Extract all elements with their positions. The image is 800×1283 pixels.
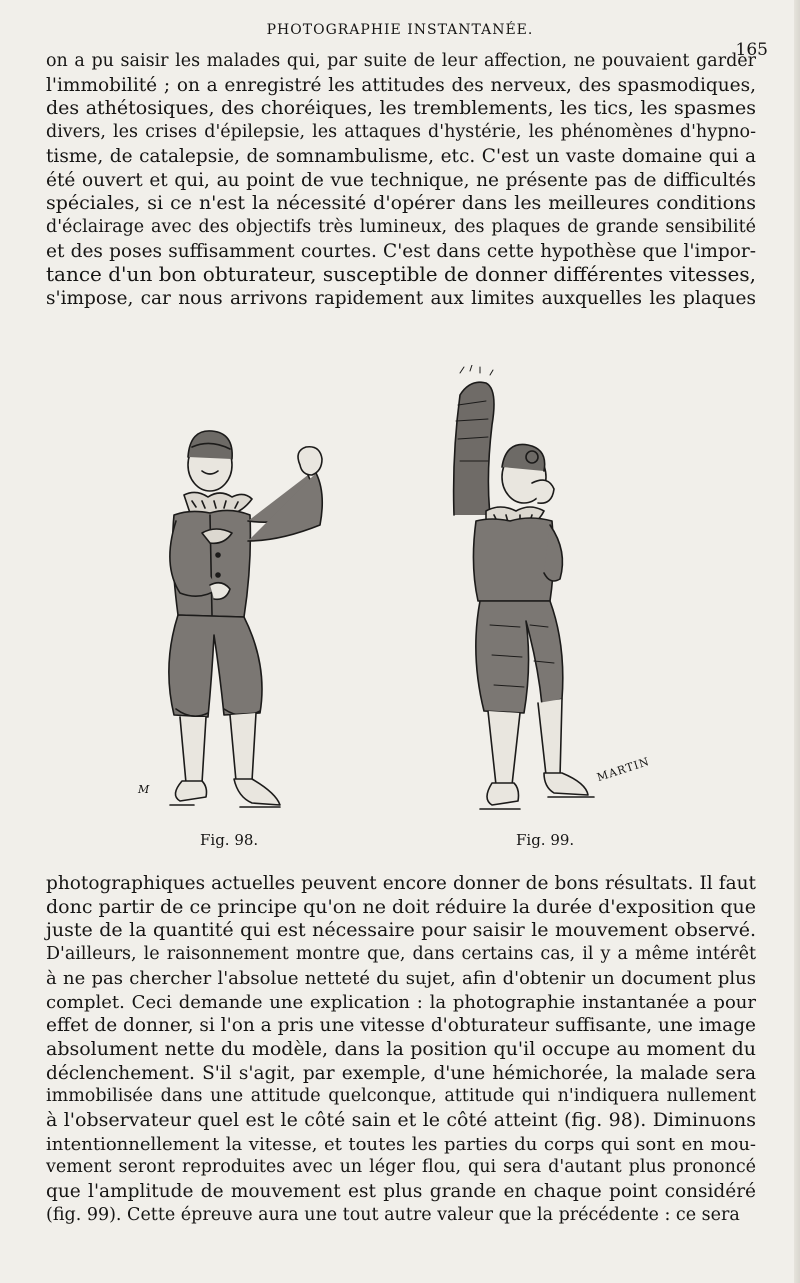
figure-99-illustration	[420, 365, 690, 825]
text-line: on a pu saisir les malades qui, par suite de leur affection, ne pouvaient garder	[46, 51, 756, 71]
text-line: absolument nette du modèle, dans la position qu'il occupe au moment du	[46, 1037, 756, 1060]
text-line: divers, les crises d'épilepsie, les attaques d'hystérie, les phénomènes d'hypno-	[46, 122, 756, 143]
text-line: donc partir de ce principe qu'on ne doit réduire la durée d'exposition que	[46, 895, 756, 918]
text-line: spéciales, si ce n'est la nécessité d'opérer dans les meilleures conditions	[46, 192, 756, 215]
figure-98	[140, 365, 340, 855]
paragraph-bottom	[46, 872, 756, 1228]
text-line: vement seront reproduites avec un léger flou, qui sera d'autant plus prononcé	[46, 1157, 756, 1178]
artist-signature: M	[138, 783, 150, 796]
figure-98-illustration	[140, 365, 340, 825]
text-line: immobilisée dans une attitude quelconque, attitude qui n'indiquera nullement	[46, 1086, 756, 1107]
text-line: juste de la quantité qui est nécessaire pour saisir le mouvement observé.	[46, 919, 756, 942]
text-line: intentionnellement la vitesse, et toutes les parties du corps qui sont en mou-	[46, 1133, 756, 1155]
text-line: tisme, de catalepsie, de somnambulisme, etc. C'est un vaste domaine qui a	[46, 145, 756, 167]
text-line: déclenchement. S'il s'agit, par exemple, d'une hémichorée, la malade sera	[46, 1062, 756, 1084]
text-line: (fig. 99). Cette épreuve aura une tout autre valeur que la précédente : ce sera	[46, 1204, 740, 1225]
text-line: et des poses suffisamment courtes. C'est dans cette hypothèse que l'impor-	[46, 240, 756, 262]
text-line: complet. Ceci demande une explication : la photographie instantanée a pour	[46, 991, 756, 1013]
text-line: d'éclairage avec des objectifs très lumineux, des plaques de grande sensibilité	[46, 216, 756, 237]
page-number: 165	[735, 40, 768, 60]
text-line: que l'amplitude de mouvement est plus grande en chaque point considéré	[46, 1181, 756, 1203]
page-edge	[794, 0, 800, 1283]
text-line: à ne pas chercher l'absolue netteté du sujet, afin d'obtenir un document plus	[46, 967, 756, 989]
text-line: des athétosiques, des choréiques, les tremblements, les tics, les spasmes	[46, 97, 756, 120]
text-line: D'ailleurs, le raisonnement montre que, dans certains cas, il y a même intérêt	[46, 944, 756, 965]
text-line: été ouvert et qui, au point de vue technique, ne présente pas de difficultés	[46, 169, 756, 191]
paragraph-top	[46, 50, 756, 311]
running-header: PHOTOGRAPHIE INSTANTANÉE.	[266, 22, 534, 38]
text-line: tance d'un bon obturateur, susceptible de donner différentes vitesses,	[46, 262, 756, 287]
text-line: à l'observateur quel est le côté sain et le côté atteint (fig. 98). Diminuons	[46, 1109, 756, 1132]
text-line: l'immobilité ; on a enregistré les attitudes des nerveux, des spasmodiques,	[46, 74, 756, 96]
text-line: photographiques actuelles peuvent encore donner de bons résultats. Il faut	[46, 873, 756, 894]
figure-group	[140, 365, 700, 855]
text-line: effet de donner, si l'on a pris une vitesse d'obturateur suffisante, une image	[46, 1015, 756, 1037]
figure-caption: Fig. 98.	[200, 831, 259, 849]
figure-99	[420, 365, 690, 855]
text-line: s'impose, car nous arrivons rapidement aux limites auxquelles les plaques	[46, 288, 756, 310]
artist-signature: MARTIN	[595, 754, 652, 785]
figure-caption: Fig. 99.	[516, 831, 575, 849]
